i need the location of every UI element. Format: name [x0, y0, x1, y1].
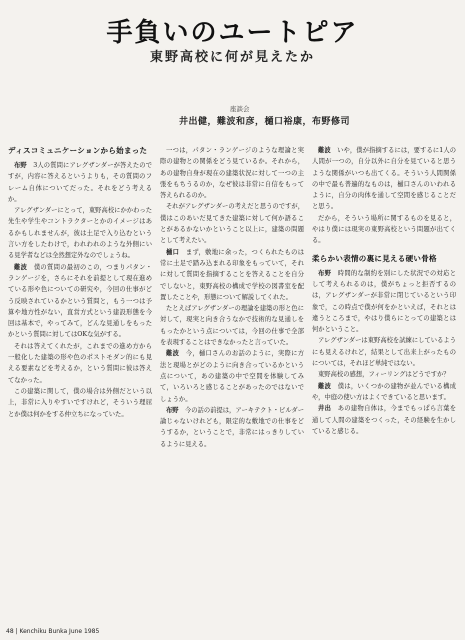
- paragraph: [8, 160, 152, 205]
- speaker-name: 難波: [166, 350, 180, 358]
- speaker-name: 難波: [14, 263, 28, 271]
- paragraph-text: たとえばアレグザンダーの理論を建築の形と色に対して，現実と向き合うなかで技術的な見通しをもったかという点については，今回の仕事で全部を表現することはできなかったと言っていた。: [160, 305, 304, 347]
- paragraph-text: だから，そういう場所に関するものを見ると，やはり僕には現実の東野高校という問題が出てくる。: [312, 214, 456, 245]
- paragraph: [160, 201, 304, 246]
- speaker-name: 布野: [166, 406, 179, 414]
- text-column: [160, 145, 304, 615]
- article-subtitle: 東野高校に何が見えたか: [149, 50, 315, 65]
- paragraph: [312, 145, 456, 213]
- paragraph: [160, 348, 304, 404]
- paragraph-text: 今，樋口さんのお話のように，実際に方法と現場とがどのように向き合っているかという点について，あの建築の中で空間を体験してみて，いろいろと感じることがあったのではないでしょうか。: [160, 350, 304, 403]
- paragraph: [160, 145, 304, 201]
- paragraph: [312, 403, 456, 437]
- paragraph-text: まず，敷地に余った，つくられたものは常に土足で踏み込まれる印象をもっていて，それに対して質問を指摘することを答えることを自分でしないと，東野高校の構成で学校の図書室を配置したことや，形態について解説してくれた。: [160, 248, 304, 301]
- paragraph-text: 僕の質問の最初のこの，つまりパタン・ランゲージを，さらにそれを前提として現在進めている形や色についての研究や，今回の仕事がどう反映されているかという質問と，もう一つは予算や地方性がない，直営方式という建設形態を今回は基本で，やってみて，どんな見通しをもったかという質問に対してはOKな気がする。: [8, 263, 152, 339]
- text-column: [8, 145, 152, 615]
- paragraph-text: 一つは，パタン・ランゲージのような理論と実際の建物との関係をどう見ているか。それから，あの建物自身が現在の建築状況に対して一つの主張をもちうるのか，なぜ彼は非常に自信をもって答えられるのか。: [160, 147, 304, 200]
- article-body: [8, 145, 458, 615]
- text-column: [312, 145, 456, 615]
- paragraph-text: 東野高校の感想，フィーリングはどうですか？: [318, 371, 450, 379]
- paragraph-text: あの建物自体は，今までもっぱら言葉を通して人間の建築をつくった，その経験を生かしていると感じる。: [312, 405, 456, 435]
- speaker-name: 難波: [318, 382, 332, 390]
- paragraph-text: この建築に関して，僕の場合は外側だという以上，非常に入りやすいですけれど，そういう理屈とか僕は何かをする仲立ちになっていた。: [8, 387, 152, 418]
- section-heading: 柔らかい表情の裏に見える硬い骨格: [312, 253, 437, 263]
- paragraph: [160, 405, 304, 450]
- paragraph: [8, 262, 152, 341]
- paragraph-text: アレグザンダーにとって，東野高校にかかわった先生や学生やコントラクターとかのイメージはあるかもしれませんが，彼は土足で入り込むという言い方をしたわけで，われわれのような外側にいる見学者などは全然想定外なのでしょうね。: [8, 207, 152, 260]
- participants-label: 座談会: [230, 105, 250, 113]
- speaker-name: 樋口: [166, 248, 180, 256]
- paragraph-text: それがアレグザンダーの考えだと思うのですが，僕はこのあいだ見てきた建築に対して何か語ることがあるかないかということ以上に，建築の問題として考えたい。: [160, 203, 304, 245]
- paragraph-text: いや，僕が指摘するには，要するに1人の人間が一つの，自分以外に自分を見ていると思うような関係がいつも出てくる。そういう人間関係の中で最も普遍的なものは，樋口さんのいわれるように，自分の肉体を通して空間を感じることだと思う。: [312, 147, 456, 211]
- paragraph: [312, 268, 456, 336]
- paragraph: [312, 213, 456, 247]
- paragraph-text: それは答えてくれたが，これまでの進め方から一般化した建築の形や色のポストモダン的にも見える要素などを考えるか，という質問に彼は答えてなかった。: [8, 342, 152, 384]
- paragraph: [312, 381, 456, 404]
- participants-list: 井出健，難波和彦，樋口裕康，布野修司: [179, 117, 351, 127]
- paragraph: [8, 205, 152, 261]
- paragraph-text: 時間的な制約を別にした状況での対応として考えられるのは，僕がちょっと拒否するのは，アレグザンダーが非常に閉じているという印象で，この時点で僕が何をかといえば，それとは違うところまで，やはり僕らにとっての建築とは何かということ。: [312, 269, 456, 334]
- paragraph: [312, 369, 456, 380]
- paragraph-text: アレグザンダーは東野高校を試練にしているようにも見えるけれど，結果として出来上がったものについては，それほど単純ではない。: [312, 337, 456, 368]
- paragraph: [8, 341, 152, 386]
- section-heading: ディスコミュニケーションから始まった: [8, 146, 148, 155]
- paragraph: [312, 335, 456, 369]
- speaker-name: 布野: [318, 269, 332, 277]
- page-footer: 48 | Kenchiku Bunka June 1985: [6, 628, 100, 635]
- paragraph-text: 3人の質問にアレグザンダーが答えたのですが，内容に答えるというよりも，その質問のフレーム自体についてだった。それをどう考えるか。: [8, 162, 152, 203]
- paragraph: [160, 247, 304, 303]
- paragraph-text: 僕は，いくつかの建物が並んでいる構成や，中庭の使い方はよくできていると思います。: [312, 382, 456, 401]
- article-title: 手負いのユートピア: [106, 18, 359, 48]
- paragraph-text: 今の話の前提は，アーキテクト・ビルダー論じゃないけれども，限定的な敷地での仕事をどうするか，ということで，非常にはっきりしているように見える。: [160, 406, 304, 448]
- speaker-name: 難波: [318, 147, 331, 154]
- speaker-name: 井出: [318, 405, 332, 413]
- paragraph: [8, 386, 152, 420]
- paragraph: [160, 303, 304, 348]
- speaker-name: 布野: [14, 162, 27, 169]
